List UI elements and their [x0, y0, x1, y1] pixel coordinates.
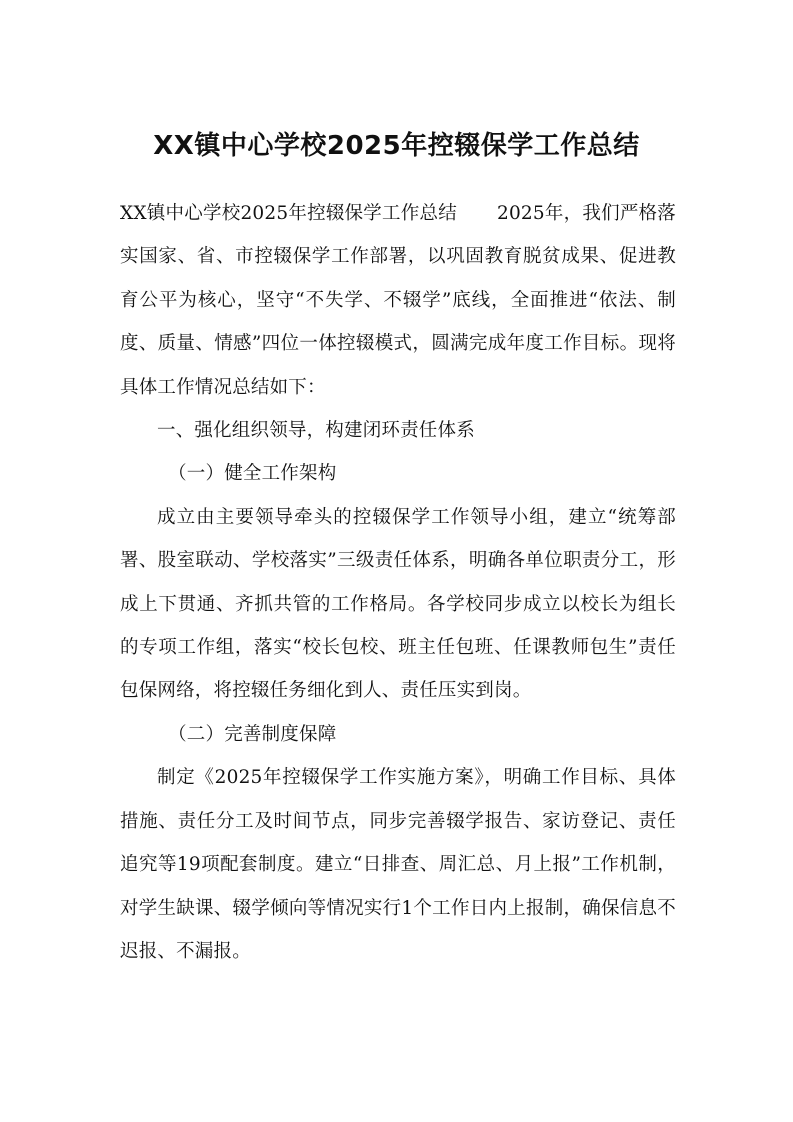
- document-title: XX镇中心学校2025年控辍保学工作总结: [153, 131, 640, 161]
- sub2-heading: （二）完善制度保障: [168, 723, 337, 745]
- sub2-paragraph: 制定《2025年控辍保学工作实施方案》，明确工作目标、具体措施、责任分工及时间节点，同步完善辍学报告、家访登记、责任追究等19项配套制度。建立“日排查、周汇总、月上报”工作机制，对学生缺课、辍学倾向等情况实行1个工作日内上报制，确保信息不迟报、不漏报。: [120, 767, 676, 962]
- intro-paragraph: [120, 192, 676, 409]
- intro-lead: XX镇中心学校2025年控辍保学工作总结: [120, 203, 457, 224]
- sub1-heading: （一）健全工作架构: [168, 463, 337, 485]
- sub1-paragraph: 成立由主要领导牵头的控辍保学工作领导小组，建立“统筹部署、股室联动、学校落实”三级责任体系，明确各单位职责分工，形成上下贯通、齐抓共管的工作格局。各学校同步成立以校长为组长的专项工作组，落实“校长包校、班主任包班、任课教师包生”责任包保网络，将控辍任务细化到人、责任压实到岗。: [120, 506, 676, 702]
- intro-text: 2025年，我们严格落实国家、省、市控辍保学工作部署，以巩固教育脱贫成果、促进教育公平为核心，坚守“不失学、不辍学”底线，全面推进“依法、制度、质量、情感”四位一体控辍模式，圆满完成年度工作目标。现将具体工作情况总结如下：: [120, 203, 676, 398]
- section1-heading: 一、强化组织领导，构建闭环责任体系: [157, 420, 475, 442]
- document-body: [120, 192, 676, 973]
